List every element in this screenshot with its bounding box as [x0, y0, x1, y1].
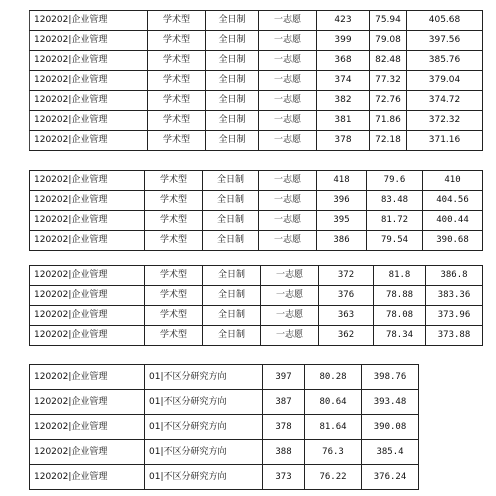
- direction-cell: 01|不区分研究方向: [145, 390, 263, 415]
- retest-score-cell: 81.64: [305, 415, 362, 440]
- study-mode-cell: 全日制: [206, 71, 259, 91]
- code-major-cell: 120202|企业管理: [30, 306, 145, 326]
- table-row: [30, 390, 419, 415]
- code-major-cell: 120202|企业管理: [30, 231, 145, 251]
- retest-score-cell: 78.88: [374, 286, 426, 306]
- preference-cell: 一志愿: [259, 131, 317, 151]
- initial-score-cell: 397: [263, 365, 305, 390]
- retest-score-cell: 80.64: [305, 390, 362, 415]
- total-score-cell: 398.76: [362, 365, 419, 390]
- retest-score-cell: 81.72: [367, 211, 423, 231]
- total-score-cell: 371.16: [407, 131, 483, 151]
- study-mode-cell: 全日制: [203, 231, 259, 251]
- table-row: [30, 111, 483, 131]
- initial-score-cell: 423: [317, 11, 370, 31]
- major-code: 120202: [34, 115, 69, 125]
- study-mode-cell: 全日制: [206, 91, 259, 111]
- preference-cell: 一志愿: [259, 171, 317, 191]
- total-score-cell: 397.56: [407, 31, 483, 51]
- table-row: [30, 11, 483, 31]
- major-name: 企业管理: [71, 446, 108, 457]
- table-row: [30, 171, 483, 191]
- study-mode-cell: 全日制: [206, 11, 259, 31]
- preference-cell: 一志愿: [259, 91, 317, 111]
- preference-cell: 一志愿: [259, 211, 317, 231]
- major-code: 120202: [34, 471, 69, 482]
- degree-type-cell: 学术型: [145, 266, 203, 286]
- degree-type-cell: 学术型: [145, 326, 203, 346]
- initial-score-cell: 382: [317, 91, 370, 111]
- total-score-cell: 390.08: [362, 415, 419, 440]
- total-score-cell: 373.88: [426, 326, 483, 346]
- study-mode-cell: 全日制: [206, 111, 259, 131]
- major-name: 企业管理: [71, 15, 108, 25]
- total-score-cell: 372.32: [407, 111, 483, 131]
- table-row: [30, 415, 419, 440]
- code-major-cell: 120202|企业管理: [30, 286, 145, 306]
- initial-score-cell: 363: [319, 306, 374, 326]
- degree-type-cell: 学术型: [148, 131, 206, 151]
- major-name: 企业管理: [71, 35, 108, 45]
- total-score-cell: 379.04: [407, 71, 483, 91]
- major-name: 企业管理: [71, 95, 108, 105]
- retest-score-cell: 79.6: [367, 171, 423, 191]
- major-code: 120202: [34, 55, 69, 65]
- code-major-cell: 120202|企业管理: [30, 465, 145, 490]
- code-major-cell: 120202|企业管理: [30, 390, 145, 415]
- code-major-cell: 120202|企业管理: [30, 31, 148, 51]
- major-code: 120202: [34, 15, 69, 25]
- initial-score-cell: 373: [263, 465, 305, 490]
- degree-type-cell: 学术型: [145, 191, 203, 211]
- major-name: 企业管理: [71, 330, 108, 340]
- degree-type-cell: 学术型: [148, 71, 206, 91]
- direction-name: 不区分研究方向: [163, 471, 227, 482]
- total-score-cell: 373.96: [426, 306, 483, 326]
- preference-cell: 一志愿: [259, 51, 317, 71]
- major-name: 企业管理: [71, 215, 108, 225]
- degree-type-cell: 学术型: [148, 51, 206, 71]
- retest-score-cell: 72.18: [370, 131, 407, 151]
- total-score-cell: 385.4: [362, 440, 419, 465]
- total-score-cell: 383.36: [426, 286, 483, 306]
- major-code: 120202: [34, 75, 69, 85]
- major-code: 120202: [34, 270, 69, 280]
- initial-score-cell: 362: [319, 326, 374, 346]
- retest-score-cell: 82.48: [370, 51, 407, 71]
- degree-type-cell: 学术型: [145, 286, 203, 306]
- initial-score-cell: 378: [317, 131, 370, 151]
- table-row: [30, 286, 483, 306]
- direction-cell: 01|不区分研究方向: [145, 440, 263, 465]
- major-code: 120202: [34, 35, 69, 45]
- score-table-4: [29, 364, 419, 490]
- study-mode-cell: 全日制: [206, 51, 259, 71]
- degree-type-cell: 学术型: [148, 11, 206, 31]
- study-mode-cell: 全日制: [203, 326, 261, 346]
- degree-type-cell: 学术型: [148, 111, 206, 131]
- initial-score-cell: 388: [263, 440, 305, 465]
- table-row: [30, 31, 483, 51]
- code-major-cell: 120202|企业管理: [30, 111, 148, 131]
- major-code: 120202: [34, 195, 69, 205]
- major-code: 120202: [34, 371, 69, 382]
- code-major-cell: 120202|企业管理: [30, 191, 145, 211]
- total-score-cell: 404.56: [423, 191, 483, 211]
- retest-score-cell: 77.32: [370, 71, 407, 91]
- initial-score-cell: 376: [319, 286, 374, 306]
- direction-name: 不区分研究方向: [163, 421, 227, 432]
- initial-score-cell: 372: [319, 266, 374, 286]
- major-name: 企业管理: [71, 235, 108, 245]
- preference-cell: 一志愿: [259, 231, 317, 251]
- initial-score-cell: 368: [317, 51, 370, 71]
- table-row: [30, 91, 483, 111]
- direction-name: 不区分研究方向: [163, 446, 227, 457]
- preference-cell: 一志愿: [261, 326, 319, 346]
- retest-score-cell: 72.76: [370, 91, 407, 111]
- retest-score-cell: 78.08: [374, 306, 426, 326]
- total-score-cell: 410: [423, 171, 483, 191]
- retest-score-cell: 76.3: [305, 440, 362, 465]
- score-table-3: [29, 265, 483, 346]
- retest-score-cell: 71.86: [370, 111, 407, 131]
- code-major-cell: 120202|企业管理: [30, 326, 145, 346]
- initial-score-cell: 396: [317, 191, 367, 211]
- degree-type-cell: 学术型: [145, 211, 203, 231]
- code-major-cell: 120202|企业管理: [30, 11, 148, 31]
- major-code: 120202: [34, 396, 69, 407]
- total-score-cell: 385.76: [407, 51, 483, 71]
- code-major-cell: 120202|企业管理: [30, 440, 145, 465]
- major-code: 120202: [34, 310, 69, 320]
- total-score-cell: 390.68: [423, 231, 483, 251]
- retest-score-cell: 78.34: [374, 326, 426, 346]
- major-code: 120202: [34, 175, 69, 185]
- major-name: 企业管理: [71, 55, 108, 65]
- table-row: [30, 51, 483, 71]
- major-name: 企业管理: [71, 396, 108, 407]
- code-major-cell: 120202|企业管理: [30, 171, 145, 191]
- study-mode-cell: 全日制: [203, 191, 259, 211]
- direction-name: 不区分研究方向: [163, 396, 227, 407]
- major-name: 企业管理: [71, 371, 108, 382]
- initial-score-cell: 378: [263, 415, 305, 440]
- major-code: 120202: [34, 235, 69, 245]
- retest-score-cell: 83.48: [367, 191, 423, 211]
- initial-score-cell: 381: [317, 111, 370, 131]
- study-mode-cell: 全日制: [206, 131, 259, 151]
- code-major-cell: 120202|企业管理: [30, 266, 145, 286]
- table-row: [30, 306, 483, 326]
- degree-type-cell: 学术型: [145, 171, 203, 191]
- retest-score-cell: 79.54: [367, 231, 423, 251]
- table-row: [30, 231, 483, 251]
- retest-score-cell: 80.28: [305, 365, 362, 390]
- initial-score-cell: 387: [263, 390, 305, 415]
- preference-cell: 一志愿: [261, 286, 319, 306]
- major-name: 企业管理: [71, 421, 108, 432]
- major-name: 企业管理: [71, 471, 108, 482]
- score-table-2: [29, 170, 483, 251]
- major-code: 120202: [34, 290, 69, 300]
- total-score-cell: 386.8: [426, 266, 483, 286]
- initial-score-cell: 395: [317, 211, 367, 231]
- direction-code: 01: [149, 371, 161, 382]
- table-row: [30, 266, 483, 286]
- study-mode-cell: 全日制: [203, 306, 261, 326]
- code-major-cell: 120202|企业管理: [30, 415, 145, 440]
- code-major-cell: 120202|企业管理: [30, 71, 148, 91]
- direction-cell: 01|不区分研究方向: [145, 465, 263, 490]
- preference-cell: 一志愿: [259, 11, 317, 31]
- major-code: 120202: [34, 135, 69, 145]
- preference-cell: 一志愿: [261, 306, 319, 326]
- direction-code: 01: [149, 446, 161, 457]
- major-code: 120202: [34, 330, 69, 340]
- retest-score-cell: 75.94: [370, 11, 407, 31]
- retest-score-cell: 81.8: [374, 266, 426, 286]
- total-score-cell: 393.48: [362, 390, 419, 415]
- total-score-cell: 400.44: [423, 211, 483, 231]
- major-name: 企业管理: [71, 270, 108, 280]
- initial-score-cell: 399: [317, 31, 370, 51]
- study-mode-cell: 全日制: [203, 286, 261, 306]
- major-code: 120202: [34, 215, 69, 225]
- direction-code: 01: [149, 471, 161, 482]
- total-score-cell: 376.24: [362, 465, 419, 490]
- preference-cell: 一志愿: [259, 111, 317, 131]
- table-row: [30, 326, 483, 346]
- major-name: 企业管理: [71, 115, 108, 125]
- major-code: 120202: [34, 446, 69, 457]
- major-code: 120202: [34, 421, 69, 432]
- direction-code: 01: [149, 421, 161, 432]
- code-major-cell: 120202|企业管理: [30, 365, 145, 390]
- table-row: [30, 465, 419, 490]
- retest-score-cell: 79.08: [370, 31, 407, 51]
- initial-score-cell: 374: [317, 71, 370, 91]
- initial-score-cell: 418: [317, 171, 367, 191]
- total-score-cell: 374.72: [407, 91, 483, 111]
- degree-type-cell: 学术型: [145, 306, 203, 326]
- major-name: 企业管理: [71, 175, 108, 185]
- study-mode-cell: 全日制: [203, 211, 259, 231]
- table-row: [30, 131, 483, 151]
- preference-cell: 一志愿: [261, 266, 319, 286]
- major-name: 企业管理: [71, 290, 108, 300]
- major-name: 企业管理: [71, 75, 108, 85]
- table-row: [30, 71, 483, 91]
- retest-score-cell: 76.22: [305, 465, 362, 490]
- study-mode-cell: 全日制: [203, 266, 261, 286]
- direction-cell: 01|不区分研究方向: [145, 365, 263, 390]
- degree-type-cell: 学术型: [148, 91, 206, 111]
- code-major-cell: 120202|企业管理: [30, 91, 148, 111]
- initial-score-cell: 386: [317, 231, 367, 251]
- code-major-cell: 120202|企业管理: [30, 131, 148, 151]
- score-table-1: [29, 10, 483, 151]
- table-row: [30, 365, 419, 390]
- preference-cell: 一志愿: [259, 191, 317, 211]
- major-code: 120202: [34, 95, 69, 105]
- code-major-cell: 120202|企业管理: [30, 211, 145, 231]
- study-mode-cell: 全日制: [206, 31, 259, 51]
- code-major-cell: 120202|企业管理: [30, 51, 148, 71]
- direction-code: 01: [149, 396, 161, 407]
- study-mode-cell: 全日制: [203, 171, 259, 191]
- preference-cell: 一志愿: [259, 71, 317, 91]
- total-score-cell: 405.68: [407, 11, 483, 31]
- table-row: [30, 211, 483, 231]
- preference-cell: 一志愿: [259, 31, 317, 51]
- major-name: 企业管理: [71, 195, 108, 205]
- degree-type-cell: 学术型: [148, 31, 206, 51]
- table-row: [30, 440, 419, 465]
- table-row: [30, 191, 483, 211]
- direction-name: 不区分研究方向: [163, 371, 227, 382]
- major-name: 企业管理: [71, 135, 108, 145]
- direction-cell: 01|不区分研究方向: [145, 415, 263, 440]
- degree-type-cell: 学术型: [145, 231, 203, 251]
- major-name: 企业管理: [71, 310, 108, 320]
